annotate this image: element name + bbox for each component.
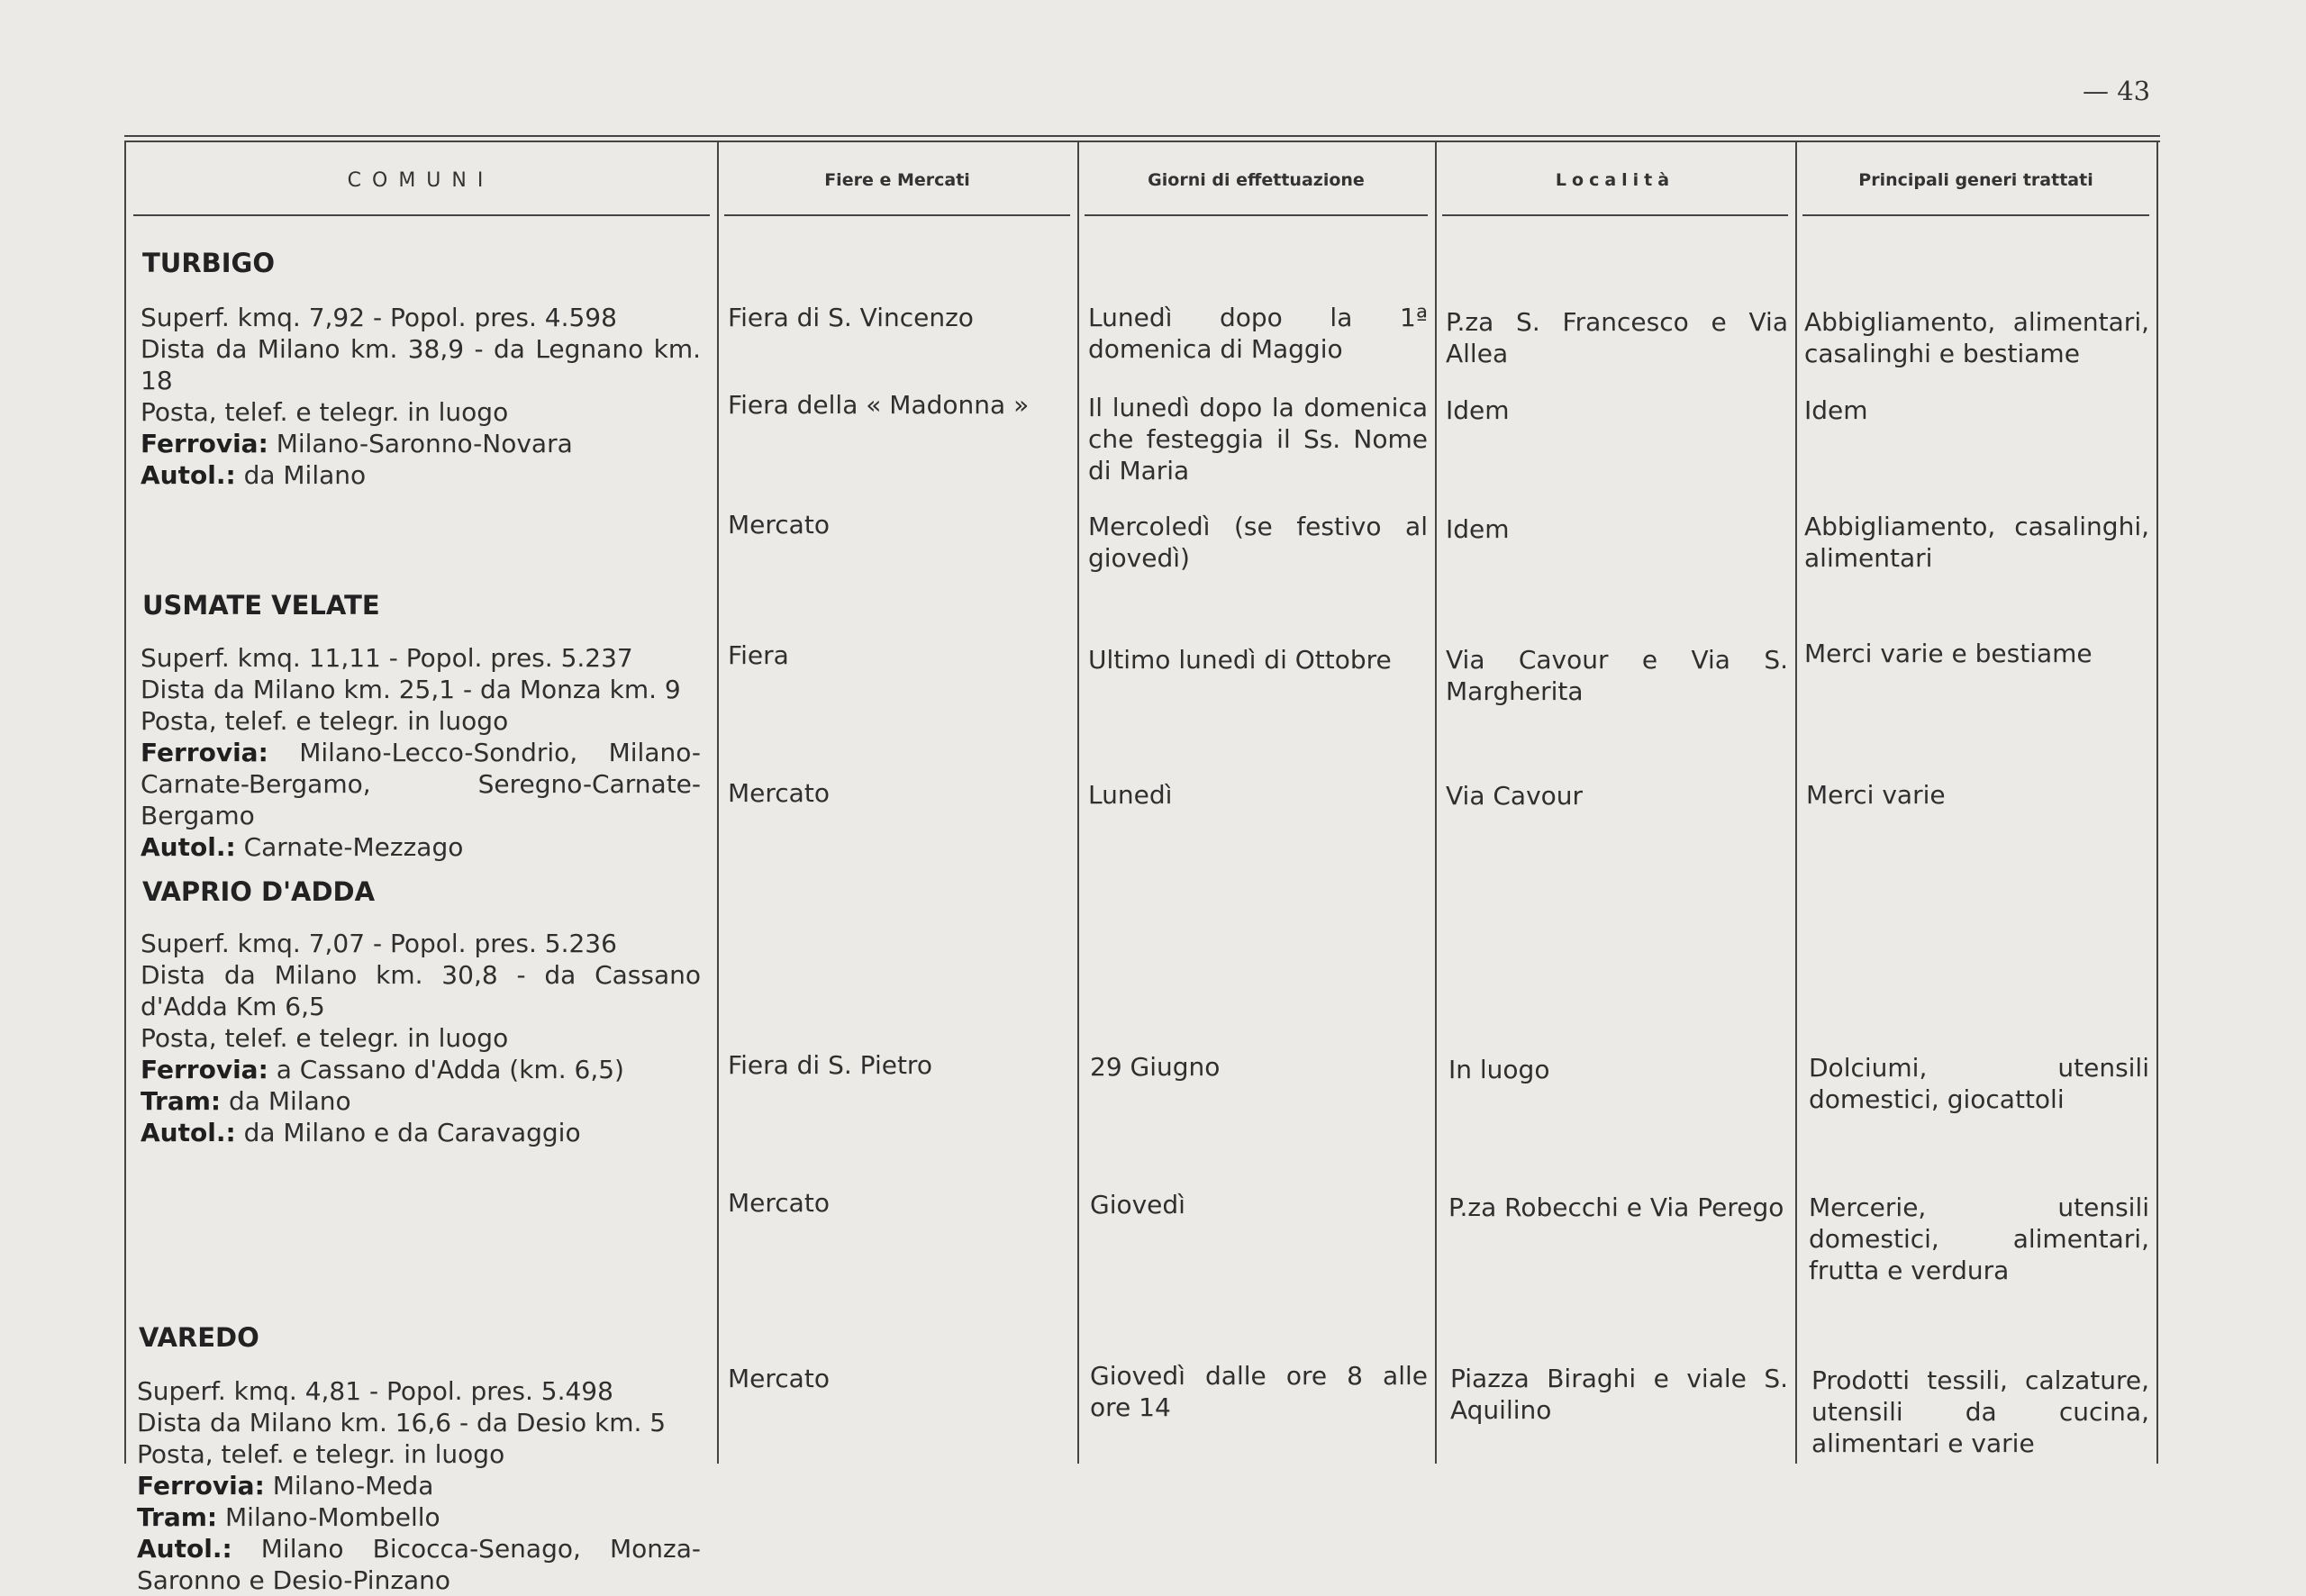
autol-line xyxy=(141,1117,701,1148)
autol-label: Autol.: xyxy=(141,832,236,862)
localita-cell: Piazza Biraghi e viale S. Aquilino xyxy=(1450,1364,1788,1425)
fiera-cell: Mercato xyxy=(728,510,830,540)
header-comuni: COMUNI xyxy=(347,168,495,192)
town-info xyxy=(141,928,701,1148)
localita-cell: Via Cavour e Via S. Margherita xyxy=(1446,645,1788,706)
tram-label: Tram: xyxy=(137,1502,218,1532)
giorni-cell: Lunedì dopo la 1ª domenica di Maggio xyxy=(1088,303,1428,364)
ferrovia-line xyxy=(137,1470,701,1501)
giorni-cell: Ultimo lunedì di Ottobre xyxy=(1088,645,1392,675)
header-fiere: Fiere e Mercati xyxy=(824,170,970,190)
header-rule xyxy=(1442,214,1788,216)
town-name: VAREDO xyxy=(139,1322,259,1353)
localita-cell: P.za S. Francesco e Via Allea xyxy=(1446,307,1788,368)
posta-text: Posta, telef. e telegr. in luogo xyxy=(141,1023,509,1053)
autol-line xyxy=(141,831,701,863)
tram-value: Milano-Mombello xyxy=(225,1502,440,1532)
generi-cell: Idem xyxy=(1804,395,1868,425)
autol-value: da Milano e da Caravaggio xyxy=(243,1118,581,1147)
localita-cell: Via Cavour xyxy=(1446,781,1584,811)
header-rule xyxy=(1802,214,2149,216)
generi-cell: Dolciumi, utensili domestici, giocattoli xyxy=(1809,1053,2149,1114)
autol-line xyxy=(141,459,701,491)
autol-line xyxy=(137,1533,701,1596)
ferrovia-label: Ferrovia: xyxy=(137,1471,265,1501)
generi-cell: Prodotti tessili, calzature, utensili da cucina, alimentari e varie xyxy=(1811,1365,2149,1458)
fiera-cell: Mercato xyxy=(728,1364,830,1393)
header-giorni: Giorni di effettuazione xyxy=(1148,170,1365,190)
column-divider xyxy=(717,142,719,1464)
generi-cell: Merci varie e bestiame xyxy=(1804,639,2093,668)
giorni-cell: Il lunedì dopo la domenica che festeggia il Ss. Nome di Maria xyxy=(1088,393,1428,485)
giorni-cell: 29 Giugno xyxy=(1090,1052,1221,1082)
fiera-cell: Fiera della « Madonna » xyxy=(728,390,1030,420)
posta-text: Posta, telef. e telegr. in luogo xyxy=(137,1439,505,1469)
localita-cell: Idem xyxy=(1446,514,1510,544)
giorni-cell: Giovedì dalle ore 8 alle ore 14 xyxy=(1090,1361,1428,1422)
superf-text: Superf. kmq. 4,81 - Popol. pres. 5.498 xyxy=(137,1376,613,1406)
column-divider xyxy=(1795,142,1797,1464)
ferrovia-label: Ferrovia: xyxy=(141,429,268,458)
posta-text: Posta, telef. e telegr. in luogo xyxy=(141,706,509,736)
giorni-cell: Mercoledì (se festivo al giovedì) xyxy=(1088,512,1428,573)
posta-text: Posta, telef. e telegr. in luogo xyxy=(141,397,509,427)
generi-cell: Merci varie xyxy=(1806,780,1946,810)
localita-cell: Idem xyxy=(1446,395,1510,425)
ferrovia-label: Ferrovia: xyxy=(141,738,268,767)
column-divider xyxy=(1077,142,1079,1464)
fiera-cell: Fiera di S. Vincenzo xyxy=(728,303,974,332)
column-divider xyxy=(124,142,126,1464)
generi-cell: Mercerie, utensili domestici, alimentari, frutta e verdura xyxy=(1809,1192,2149,1285)
autol-label: Autol.: xyxy=(141,460,236,490)
town-info xyxy=(141,302,701,491)
page-number: — 43 xyxy=(2083,76,2151,106)
dista-text: Dista da Milano km. 30,8 - da Cassano d'Adda Km 6,5 xyxy=(141,960,701,1021)
table-top-rule xyxy=(124,135,2160,137)
autol-label: Autol.: xyxy=(141,1118,236,1147)
dista-text: Dista da Milano km. 16,6 - da Desio km. 5 xyxy=(137,1408,667,1437)
autol-value: da Milano xyxy=(243,460,367,490)
generi-cell: Abbigliamento, alimentari, casalinghi e bestiame xyxy=(1804,307,2149,368)
header-generi: Principali generi trattati xyxy=(1858,170,2093,190)
tram-label: Tram: xyxy=(141,1086,222,1116)
header-rule xyxy=(133,214,710,216)
ferrovia-value: Milano-Saronno-Novara xyxy=(276,429,573,458)
autol-label: Autol.: xyxy=(137,1534,232,1564)
superf-text: Superf. kmq. 11,11 - Popol. pres. 5.237 xyxy=(141,643,633,673)
ferrovia-line xyxy=(141,428,701,459)
ferrovia-label: Ferrovia: xyxy=(141,1055,268,1084)
superf-text: Superf. kmq. 7,07 - Popol. pres. 5.236 xyxy=(141,929,617,958)
town-info xyxy=(137,1375,701,1596)
tram-value: da Milano xyxy=(229,1086,351,1116)
fiera-cell: Mercato xyxy=(728,1188,830,1218)
ferrovia-value: a Cassano d'Adda (km. 6,5) xyxy=(276,1055,624,1084)
tram-line xyxy=(137,1501,701,1533)
fiera-cell: Fiera di S. Pietro xyxy=(728,1050,932,1080)
column-divider xyxy=(1435,142,1437,1464)
localita-cell: In luogo xyxy=(1448,1055,1550,1084)
ferrovia-line xyxy=(141,737,701,831)
giorni-cell: Giovedì xyxy=(1090,1190,1185,1220)
ferrovia-line xyxy=(141,1054,701,1085)
town-name: USMATE VELATE xyxy=(142,590,380,621)
autol-value: Carnate-Mezzago xyxy=(243,832,464,862)
fiera-cell: Mercato xyxy=(728,778,830,808)
header-localita: Località xyxy=(1555,170,1675,190)
header-rule xyxy=(1085,214,1428,216)
town-name: TURBIGO xyxy=(142,248,276,278)
localita-cell: P.za Robecchi e Via Perego xyxy=(1448,1192,1784,1222)
dista-text: Dista da Milano km. 25,1 - da Monza km. 9 xyxy=(141,675,681,704)
town-info xyxy=(141,642,701,863)
tram-line xyxy=(141,1085,701,1117)
autol-value: Milano Bicocca-Senago, Monza-Saronno e Desio-Pinzano xyxy=(137,1534,701,1595)
giorni-cell: Lunedì xyxy=(1088,780,1173,810)
town-name: VAPRIO D'ADDA xyxy=(142,876,376,907)
table-top-rule-inner xyxy=(124,141,2160,142)
dista-text: Dista da Milano km. 38,9 - da Legnano km. 18 xyxy=(141,334,701,395)
ferrovia-value: Milano-Meda xyxy=(272,1471,434,1501)
generi-cell: Abbigliamento, casalinghi, alimentari xyxy=(1804,512,2149,573)
column-divider xyxy=(2156,142,2158,1464)
markets-table xyxy=(124,135,2160,1595)
fiera-cell: Fiera xyxy=(728,640,789,670)
header-rule xyxy=(724,214,1070,216)
superf-text: Superf. kmq. 7,92 - Popol. pres. 4.598 xyxy=(141,303,617,332)
ferrovia-value: Milano-Lecco-Sondrio, Milano-Carnate-Bergamo, Seregno-Carnate-Bergamo xyxy=(141,738,701,830)
